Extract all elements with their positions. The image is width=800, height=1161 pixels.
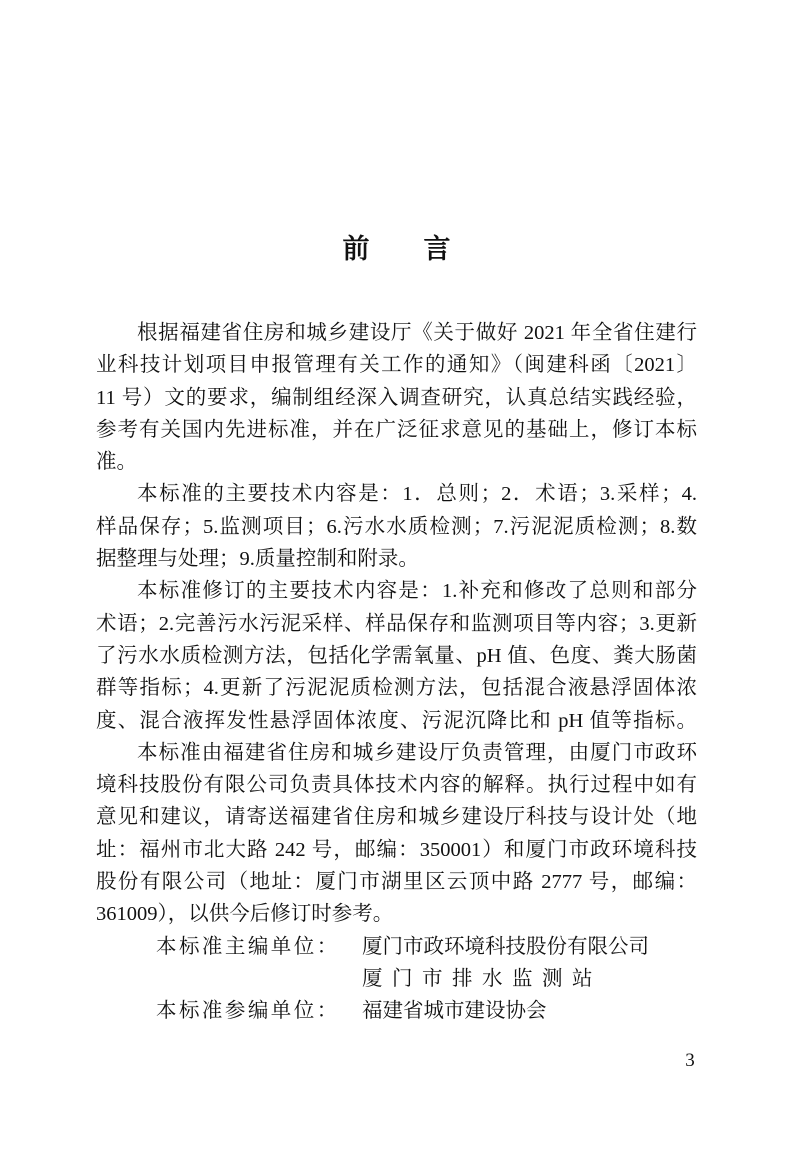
credit-row-chief-editor bbox=[96, 931, 697, 963]
text-line: 股份有限公司（地址：厦门市湖里区云顶中路 2777 号，邮编： bbox=[96, 871, 697, 894]
text-line: 据整理与处理；9.质量控制和附录。 bbox=[96, 548, 419, 571]
text-line: 样品保存；5.监测项目；6.污水水质检测；7.污泥泥质检测；8.数 bbox=[96, 515, 697, 538]
text-line: 境科技股份有限公司负责具体技术内容的解释。执行过程中如有 bbox=[96, 774, 697, 797]
credit-value: 福建省城市建设协会 bbox=[362, 1000, 547, 1023]
text-line: 准。 bbox=[96, 451, 137, 474]
text-line: 了污水水质检测方法，包括化学需氧量、pH 值、色度、粪大肠菌 bbox=[96, 644, 697, 667]
text-line: 术语；2.完善污水污泥采样、样品保存和监测项目等内容；3.更新 bbox=[96, 612, 697, 635]
credit-label: 本标准主编单位： bbox=[156, 935, 340, 958]
text-line: 本标准修订的主要技术内容是：1.补充和修改了总则和部分 bbox=[137, 580, 697, 603]
text-line: 业科技计划项目申报管理有关工作的通知》（闽建科函〔2021〕 bbox=[96, 354, 697, 377]
credit-value: 厦门市排水监测站 bbox=[362, 967, 602, 990]
foreword-body bbox=[96, 317, 697, 1028]
credit-label: 本标准参编单位： bbox=[156, 1000, 340, 1023]
page-number: 3 bbox=[685, 1050, 695, 1071]
text-line: 11 号）文的要求，编制组经深入调查研究，认真总结实践经验， bbox=[96, 386, 697, 409]
credit-row-co-editor bbox=[96, 995, 697, 1027]
page-title: 前 言 bbox=[342, 234, 451, 264]
text-line: 意见和建议，请寄送福建省住房和城乡建设厅科技与设计处（地 bbox=[96, 806, 697, 829]
text-line: 本标准由福建省住房和城乡建设厅负责管理，由厦门市政环 bbox=[137, 741, 697, 764]
text-line: 361009），以供今后修订时参考。 bbox=[96, 903, 394, 926]
credit-label bbox=[156, 963, 362, 995]
text-line: 本标准的主要技术内容是：1．总则；2．术语；3.采样；4. bbox=[137, 483, 697, 506]
text-line: 群等指标；4.更新了污泥泥质检测方法，包括混合液悬浮固体浓 bbox=[96, 677, 697, 700]
text-line: 根据福建省住房和城乡建设厅《关于做好 2021 年全省住建行 bbox=[137, 322, 697, 344]
text-line: 址：福州市北大路 242 号，邮编：350001）和厦门市政环境科技 bbox=[96, 838, 697, 861]
text-line: 参考有关国内先进标准，并在广泛征求意见的基础上，修订本标 bbox=[96, 418, 697, 441]
credit-row-chief-editor-2 bbox=[96, 963, 697, 995]
credit-value: 厦门市政环境科技股份有限公司 bbox=[362, 935, 649, 958]
text-line: 度、混合液挥发性悬浮固体浓度、污泥沉降比和 pH 值等指标。 bbox=[96, 709, 697, 732]
